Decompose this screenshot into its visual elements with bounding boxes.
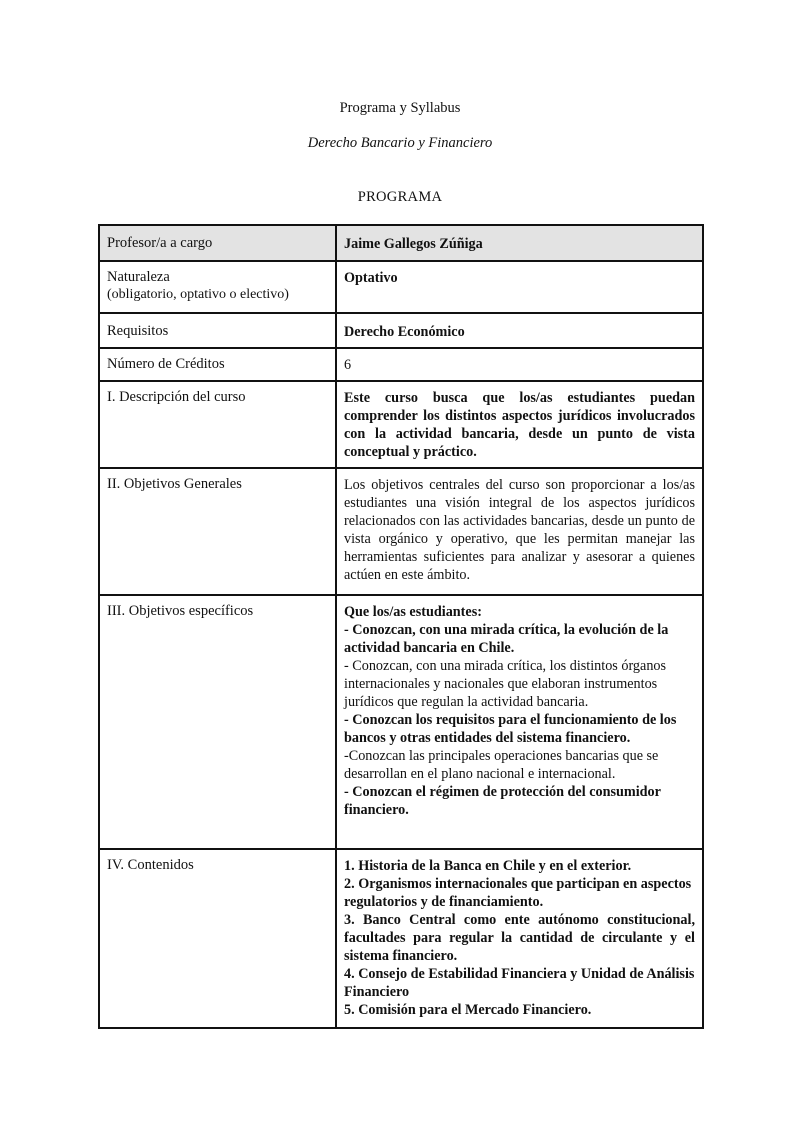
objetivo-item: - Conozcan los requisitos para el funcionamiento de los bancos y otras entidades del sistema financiero. [344,712,677,746]
row-profesor [99,225,703,261]
naturaleza-sublabel: (obligatorio, optativo o electivo) [107,287,289,302]
row-creditos [99,348,703,381]
objetivo-item: - Conozcan, con una mirada crítica, los distintos órganos internacionales y nacionales que elaboran instrumentos jurídicos que regulan la actividad bancaria. [344,658,667,710]
profesor-value: Jaime Gallegos Zúñiga [336,225,703,261]
objetivos-intro: Que los/as estudiantes: [344,604,482,620]
contenidos-value [336,849,703,1028]
row-naturaleza [99,261,703,313]
objetivos-generales-label: II. Objetivos Generales [99,468,336,595]
naturaleza-label: Naturaleza [107,269,170,285]
requisitos-value: Derecho Económico [336,313,703,348]
row-contenidos [99,849,703,1028]
section-heading: PROGRAMA [357,189,443,205]
contenido-item: 2. Organismos internacionales que participan en aspectos regulatorios y de financiamiento. [344,876,692,910]
contenido-item: 1. Historia de la Banca en Chile y en el exterior. [344,858,632,874]
objetivos-generales-value: Los objetivos centrales del curso son proporcionar a los/as estudiantes una visión integral de los aspectos jurídicos relacionados con las actividades bancarias, desde un punto de vista orgánico y operativo, que les permitan manejar las herramientas suficientes para analizar y asesorar a quienes actúen en este ámbito. [336,468,703,595]
requisitos-label: Requisitos [99,313,336,348]
naturaleza-cell [99,261,336,313]
contenidos-label: IV. Contenidos [99,849,336,1028]
objetivos-especificos-label: III. Objetivos específicos [99,595,336,849]
row-objetivos-especificos [99,595,703,849]
contenido-item: 4. Consejo de Estabilidad Financiera y Unidad de Análisis Financiero [344,966,695,1000]
document-title: Programa y Syllabus [339,100,461,116]
course-name: Derecho Bancario y Financiero [307,135,493,151]
contenido-item: 3. Banco Central como ente autónomo constitucional, facultades para regular la cantidad de circulante y el sistema financiero. [344,912,695,964]
row-objetivos-generales [99,468,703,595]
objetivo-item: - Conozcan el régimen de protección del consumidor financiero. [344,784,661,818]
program-table [98,224,704,1029]
objetivo-item: - Conozcan, con una mirada crítica, la evolución de la actividad bancaria en Chile. [344,622,669,656]
descripcion-value: Este curso busca que los/as estudiantes puedan comprender los distintos aspectos jurídicos involucrados con la actividad bancaria, desde un punto de vista conceptual y práctico. [336,381,703,468]
naturaleza-value: Optativo [336,261,703,313]
creditos-label: Número de Créditos [99,348,336,381]
objetivo-item: -Conozcan las principales operaciones bancarias que se desarrollan en el plano nacional e internacional. [344,748,659,782]
profesor-label: Profesor/a a cargo [99,225,336,261]
descripcion-label: I. Descripción del curso [99,381,336,468]
row-descripcion [99,381,703,468]
objetivos-especificos-value [336,595,703,849]
creditos-value: 6 [336,348,703,381]
contenido-item: 5. Comisión para el Mercado Financiero. [344,1002,592,1018]
row-requisitos [99,313,703,348]
